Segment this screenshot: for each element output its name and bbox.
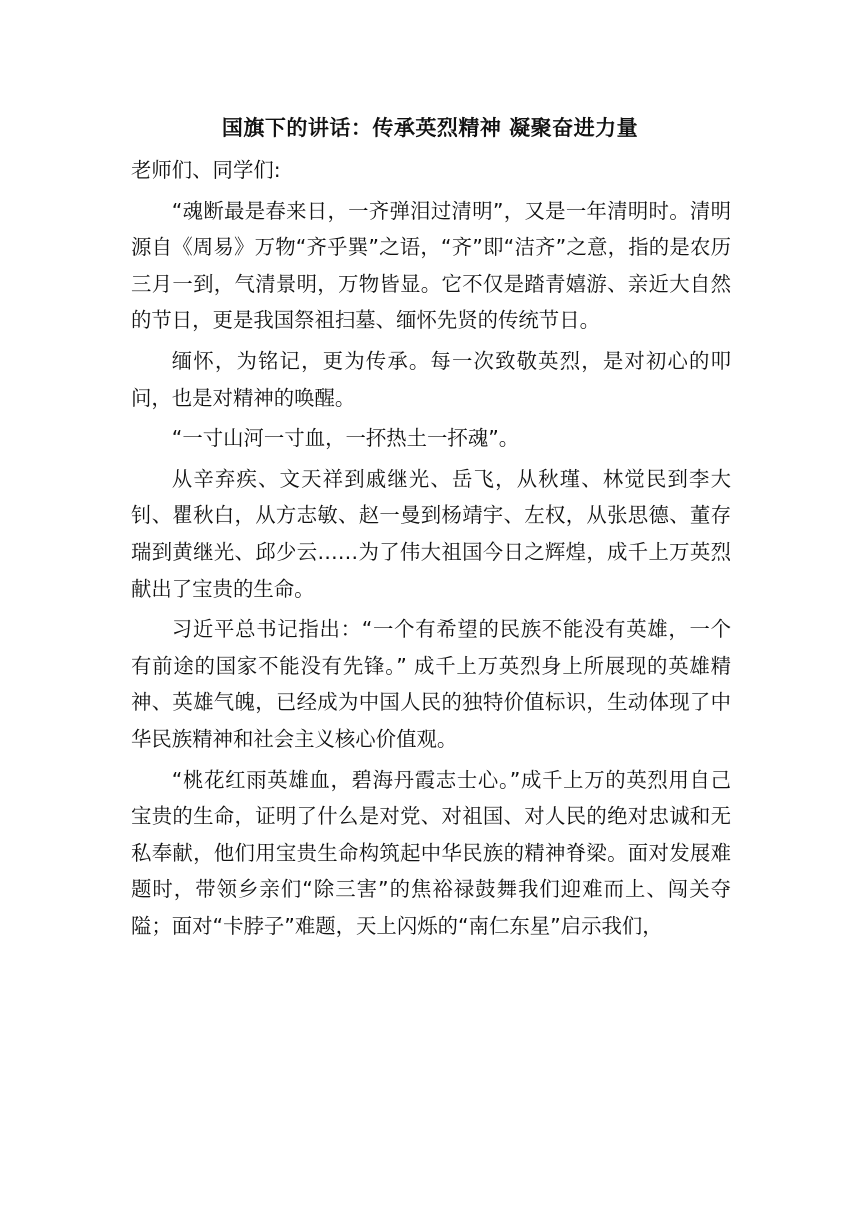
paragraph-quote-mountains: “一寸山河一寸血，一抔热土一抔魂”。	[171, 426, 520, 451]
paragraph-peach-blossom: “桃花红雨英雄血，碧海丹霞志士心。”成千上万的英烈用自己宝贵的生命，证明了什么是对党、对祖国、对人民的绝对忠诚和无私奉献，他们用宝贵生命构筑起中华民族的精神脊梁。面对发展难题时，带领乡亲们“除三害”的焦裕禄鼓舞我们迎难而上、闯关夺隘；面对“卡脖子”难题，天上闪烁的“南仁东星”启示我们，	[131, 767, 731, 938]
paragraph-heroes-list: 从辛弃疾、文天祥到戚继光、岳飞，从秋瑾、林觉民到李大钊、瞿秋白，从方志敏、赵一曼到杨靖宇、左权，从张思德、董存瑞到黄继光、邱少云……为了伟大祖国今日之辉煌，成千上万英烈献出了宝贵的生命。	[131, 466, 731, 601]
document-title: 国旗下的讲话：传承英烈精神 凝聚奋进力量	[221, 116, 639, 140]
salutation: 老师们、同学们:	[131, 158, 281, 182]
paragraph-qingming: “魂断最是春来日，一齐弹泪过清明”，又是一年清明时。清明源自《周易》万物“齐乎巽”之语，“齐”即“洁齐”之意，指的是农历三月一到，气清景明，万物皆显。它不仅是踏青嬉游、亲近大自然的节日，更是我国祭祖扫墓、缅怀先贤的传统节日。	[131, 198, 731, 333]
document-body	[131, 152, 731, 944]
paragraph-xi-quote: 习近平总书记指出：“一个有希望的民族不能没有英雄，一个有前途的国家不能没有先锋。” 成千上万英烈身上所展现的英雄精神、英雄气魄，已经成为中国人民的独特价值标识，生动体现了中华民族精神和社会主义核心价值观。	[131, 617, 731, 751]
paragraph-remembrance: 缅怀，为铭记，更为传承。每一次致敬英烈，是对初心的叩问，也是对精神的唤醒。	[131, 348, 731, 410]
